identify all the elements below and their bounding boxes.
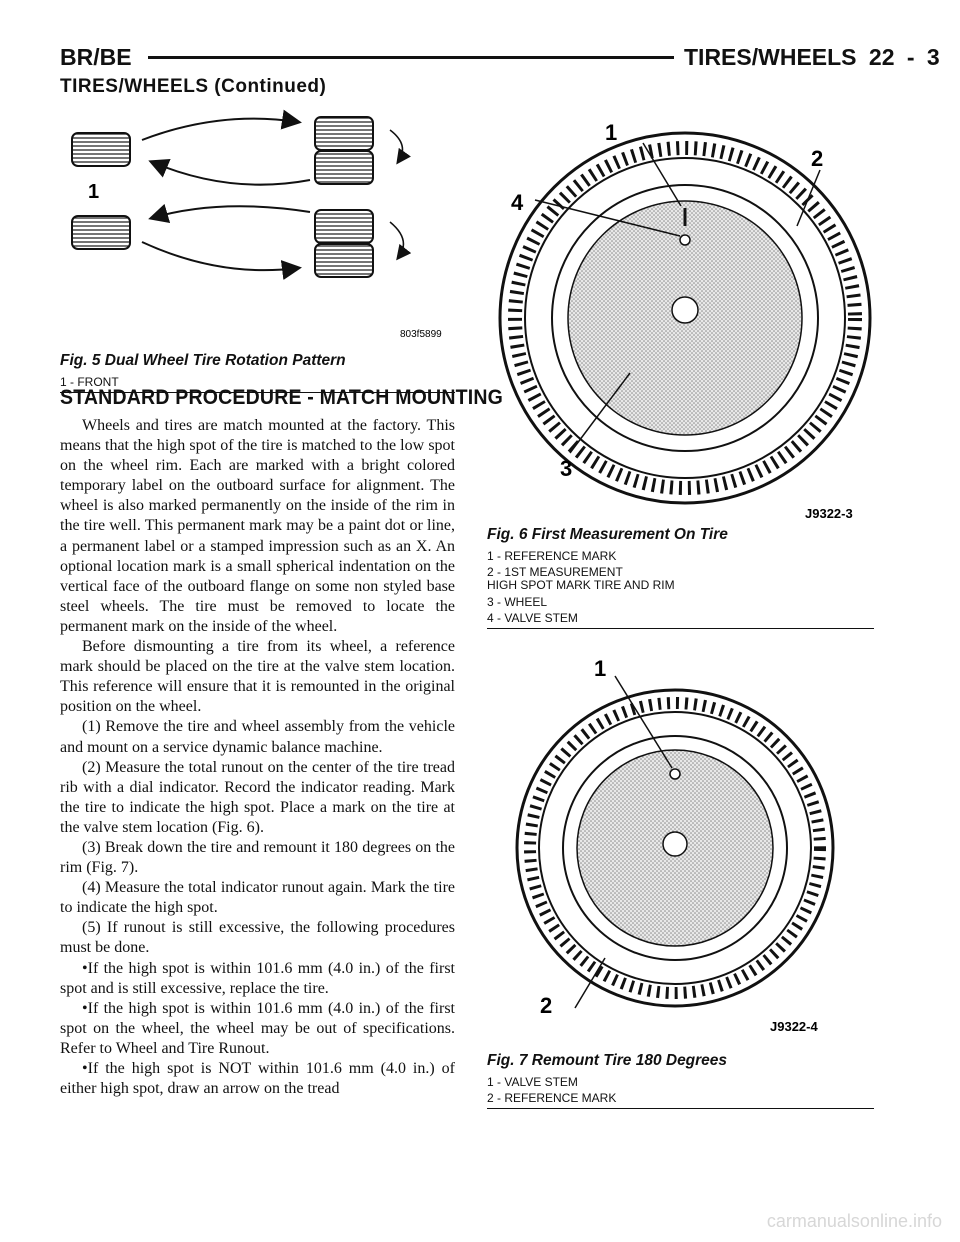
paragraph-3: (1) Remove the tire and wheel assembly from the vehicle and mount on a service dynamic balance machine.	[60, 718, 455, 756]
fig6-rule	[487, 628, 874, 629]
bullet-text: If the high spot is NOT within 101.6 mm (4.0 in.) of either high spot, draw an arrow on the tread	[60, 1060, 455, 1098]
fig5-caption: Fig. 5 Dual Wheel Tire Rotation Pattern	[60, 352, 346, 369]
paragraph-6: (4) Measure the total indicator runout again. Mark the tire to indicate the high spot.	[60, 879, 455, 917]
header-section-title: TIRES/WHEELS	[684, 44, 857, 70]
bullet-glyph: •	[82, 959, 88, 977]
header-section	[684, 44, 940, 71]
fig7-legend-item-1: 1 - VALVE STEM	[487, 1075, 578, 1089]
fig7-figure-code: J9322-4	[770, 1019, 818, 1034]
fig6-legend-item-2b: HIGH SPOT MARK TIRE AND RIM	[487, 578, 675, 592]
body-text	[60, 416, 455, 1099]
fig6-caption: Fig. 6 First Measurement On Tire	[487, 526, 728, 543]
paragraph-5: (3) Break down the tire and remount it 180 degrees on the rim (Fig. 7).	[60, 838, 455, 877]
paragraph-7: (5) If runout is still excessive, the following procedures must be done.	[60, 919, 455, 957]
fig6-legend-item-3: 3 - WHEEL	[487, 595, 548, 609]
paragraph-1: Wheels and tires are match mounted at the factory. This means that the high spot of the tire is matched to the low spot on the wheel rim. Each are marked with a bright colored temporary label on the outboard surface for alignment. The wheel is also marked permanently on the inside of the rim in the tire well. This permanent mark may be a paint dot or line, a permanent label or a stamped impression such as an X. An optional location mark is a small spherical indentation on the vertical face of the outboard flange on some non styled base steel wheels. The tire must be removed to locate the permanent mark on the inside of the wheel.	[60, 417, 455, 635]
header-rule	[148, 56, 674, 59]
fig6-callout-1: 1	[605, 120, 618, 145]
fig7-legend	[487, 1074, 616, 1106]
section-title: STANDARD PROCEDURE - MATCH MOUNTING	[60, 386, 504, 409]
bullet-glyph: •	[82, 1060, 88, 1077]
fig6-legend-item-4: 4 - VALVE STEM	[487, 611, 578, 625]
bullet-text: If the high spot is within 101.6 mm (4.0 in.) of the first spot on the wheel, the wheel may be out of specifications. Refer to Wheel and Tire Runout.	[60, 999, 455, 1057]
fig5-callout-1: 1	[88, 181, 100, 203]
fig7-caption: Fig. 7 Remount Tire 180 Degrees	[487, 1052, 728, 1069]
fig7-remount-diagram	[510, 648, 850, 1048]
fig6-legend	[487, 548, 675, 626]
watermark-link[interactable]: carmanualsonline.info	[766, 1211, 942, 1231]
paragraph-2: Before dismounting a tire from its wheel, a reference mark should be placed on the tire at the valve stem location. This reference will ensure that it is remounted in the original position on the wheel.	[60, 638, 455, 716]
bullet-item-3	[60, 1059, 455, 1099]
fig6-callout-4: 4	[511, 190, 524, 215]
bullet-text: If the high spot is within 101.6 mm (4.0 in.) of the first spot and is still excessive, replace the tire.	[60, 959, 455, 997]
fig6-figure-code: J9322-3	[805, 506, 853, 521]
fig6-callout-2: 2	[811, 146, 824, 171]
fig7-callout-1: 1	[594, 656, 607, 681]
fig7-rule	[487, 1108, 874, 1109]
header-manual-code: BR/BE	[60, 44, 132, 70]
fig7-callout-2: 2	[540, 993, 553, 1018]
fig5-figure-code: 803f5899	[400, 329, 442, 340]
bullet-item-1	[60, 959, 455, 999]
paragraph-4: (2) Measure the total runout on the center of the tire tread rib with a dial indicator. Record the indicator reading. Mark the tire to indicate the high spot. Place a mark on the tire at the valve stem location (Fig. 6).	[60, 758, 455, 836]
fig6-first-measurement-diagram	[475, 108, 875, 538]
fig5-rotation-diagram	[60, 100, 455, 345]
continued-heading: TIRES/WHEELS (Continued)	[60, 76, 327, 97]
fig6-callout-3: 3	[560, 456, 573, 481]
fig5-legend-item-1: 1 - FRONT	[60, 375, 119, 389]
fig6-legend-item-1: 1 - REFERENCE MARK	[487, 549, 617, 563]
bullet-glyph: •	[82, 999, 88, 1017]
fig7-legend-item-2: 2 - REFERENCE MARK	[487, 1091, 617, 1105]
fig6-legend-item-2: 2 - 1ST MEASUREMENT	[487, 565, 623, 579]
bullet-item-2	[60, 999, 455, 1059]
header-page-number: 22 - 3	[868, 44, 940, 70]
